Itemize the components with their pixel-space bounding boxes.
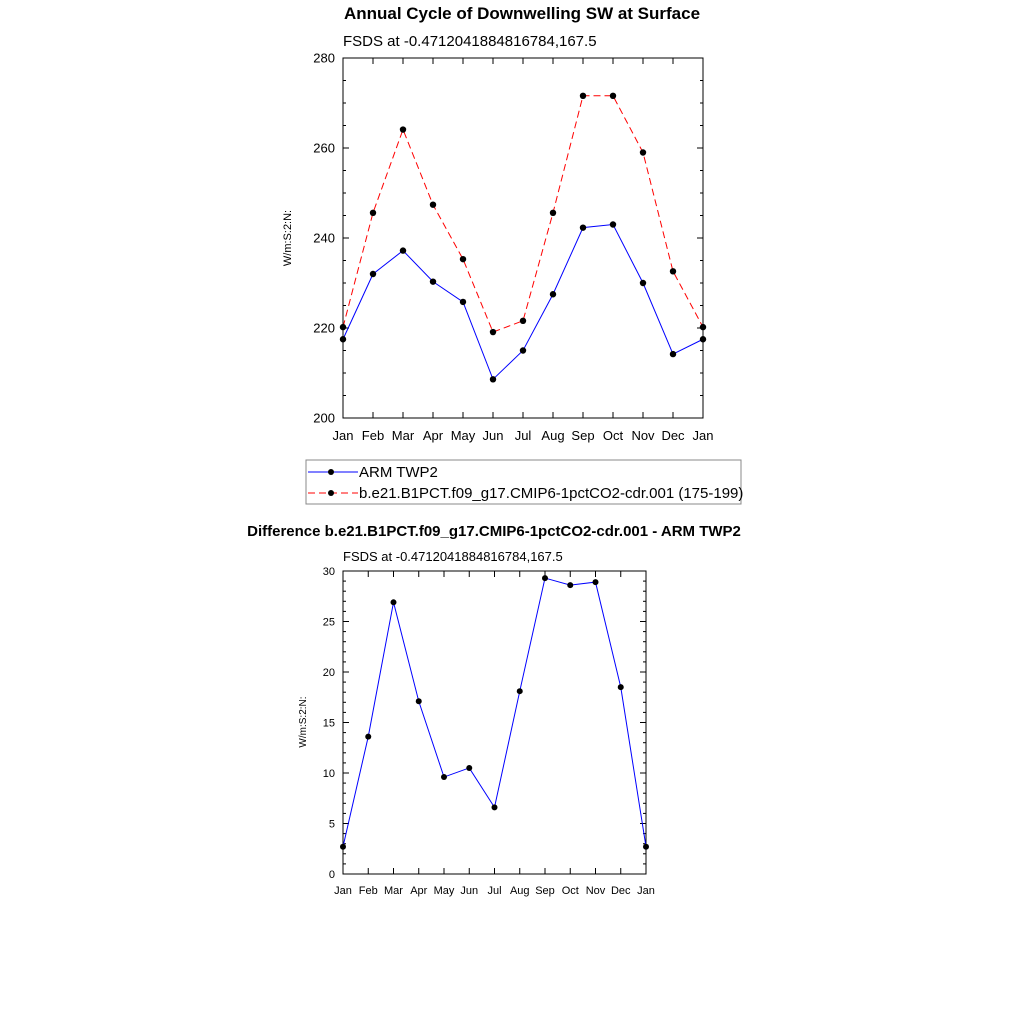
data-point bbox=[340, 324, 346, 330]
data-point bbox=[466, 765, 472, 771]
annual-cycle-chart bbox=[282, 4, 743, 504]
data-point bbox=[670, 268, 676, 274]
x-tick-label: Jul bbox=[514, 428, 532, 443]
data-point bbox=[441, 774, 447, 780]
data-point bbox=[520, 318, 526, 324]
data-point bbox=[490, 329, 496, 335]
data-point bbox=[610, 93, 616, 99]
data-point bbox=[517, 688, 523, 694]
data-point bbox=[391, 599, 397, 605]
data-point bbox=[492, 804, 498, 810]
x-tick-label: Mar bbox=[391, 428, 415, 443]
x-tick-label: Jan bbox=[637, 885, 655, 897]
data-point bbox=[610, 221, 616, 227]
x-tick-label: Jan bbox=[334, 885, 352, 897]
x-tick-label: Feb bbox=[358, 885, 378, 897]
y-tick-label: 0 bbox=[328, 868, 335, 881]
x-tick-label: Oct bbox=[602, 428, 624, 443]
legend bbox=[306, 460, 743, 504]
y-tick-label: 15 bbox=[322, 717, 335, 730]
data-point bbox=[340, 844, 346, 850]
x-tick-label: Dec bbox=[661, 428, 685, 443]
y-tick-label: 5 bbox=[328, 818, 335, 831]
y-axis-label: W/m:S:2:N: bbox=[298, 696, 309, 748]
x-tick-label: Jun bbox=[460, 885, 479, 897]
x-tick-label: May bbox=[433, 885, 455, 897]
x-tick-label: Jul bbox=[487, 885, 502, 897]
y-tick-label: 10 bbox=[322, 767, 335, 780]
plot-frame bbox=[343, 571, 646, 874]
plot-area bbox=[313, 51, 713, 443]
y-tick-label: 220 bbox=[313, 320, 335, 336]
x-tick-label: Apr bbox=[422, 428, 444, 443]
data-point bbox=[542, 575, 548, 581]
difference-chart bbox=[247, 523, 741, 897]
y-tick-label: 240 bbox=[313, 230, 335, 246]
chart-title: Annual Cycle of Downwelling SW at Surface bbox=[343, 4, 701, 23]
x-tick-label: Jun bbox=[482, 428, 504, 443]
data-point bbox=[430, 278, 436, 284]
y-tick-label: 200 bbox=[313, 410, 335, 426]
data-point bbox=[700, 336, 706, 342]
y-tick-label: 25 bbox=[322, 616, 335, 629]
y-tick-label: 260 bbox=[313, 140, 335, 156]
data-point bbox=[340, 336, 346, 342]
plot-area bbox=[323, 566, 655, 897]
data-point bbox=[460, 299, 466, 305]
x-tick-label: Sep bbox=[571, 428, 595, 443]
legend-label-1: b.e21.B1PCT.f09_g17.CMIP6-1pctCO2-cdr.001 (175-199) bbox=[359, 485, 744, 502]
data-point bbox=[670, 351, 676, 357]
x-tick-label: Apr bbox=[410, 885, 428, 897]
data-point bbox=[520, 347, 526, 353]
x-tick-label: Oct bbox=[561, 885, 579, 897]
y-tick-label: 20 bbox=[322, 666, 335, 679]
data-point bbox=[700, 324, 706, 330]
x-tick-label: May bbox=[450, 428, 476, 443]
data-point bbox=[365, 734, 371, 740]
data-point bbox=[416, 698, 422, 704]
data-point bbox=[490, 376, 496, 382]
data-point bbox=[567, 582, 573, 588]
x-tick-label: Feb bbox=[361, 428, 385, 443]
x-tick-label: Dec bbox=[610, 885, 631, 897]
x-tick-label: Jan bbox=[332, 428, 354, 443]
data-point bbox=[580, 93, 586, 99]
data-point bbox=[580, 224, 586, 230]
chart-subtitle: FSDS at -0.4712041884816784,167.5 bbox=[343, 33, 597, 50]
legend-marker-0 bbox=[328, 469, 334, 475]
chart-title: Difference b.e21.B1PCT.f09_g17.CMIP6-1pctCO2-cdr.001 - ARM TWP2 bbox=[247, 523, 741, 540]
data-point bbox=[640, 280, 646, 286]
x-tick-label: Mar bbox=[384, 885, 403, 897]
y-tick-label: 30 bbox=[322, 565, 335, 578]
plot-frame bbox=[343, 58, 703, 418]
legend-label-0: ARM TWP2 bbox=[359, 464, 438, 481]
chart-subtitle: FSDS at -0.4712041884816784,167.5 bbox=[343, 549, 563, 564]
data-point bbox=[400, 126, 406, 132]
data-point bbox=[400, 247, 406, 253]
data-point bbox=[640, 149, 646, 155]
x-tick-label: Aug bbox=[541, 428, 565, 443]
x-tick-label: Nov bbox=[585, 885, 606, 897]
y-tick-label: 280 bbox=[313, 50, 335, 66]
x-tick-label: Sep bbox=[535, 885, 555, 897]
y-axis-label: W/m:S:2:N: bbox=[282, 209, 294, 267]
legend-marker-1 bbox=[328, 490, 334, 496]
data-point bbox=[593, 579, 599, 585]
data-point bbox=[370, 271, 376, 277]
x-tick-label: Nov bbox=[631, 428, 655, 443]
data-point bbox=[618, 684, 624, 690]
data-point bbox=[550, 210, 556, 216]
data-point bbox=[550, 291, 556, 297]
x-tick-label: Aug bbox=[509, 885, 530, 897]
data-point bbox=[460, 256, 466, 262]
series-line-0 bbox=[343, 225, 703, 380]
data-point bbox=[643, 844, 649, 850]
data-point bbox=[370, 210, 376, 216]
x-tick-label: Jan bbox=[692, 428, 714, 443]
data-point bbox=[430, 202, 436, 208]
